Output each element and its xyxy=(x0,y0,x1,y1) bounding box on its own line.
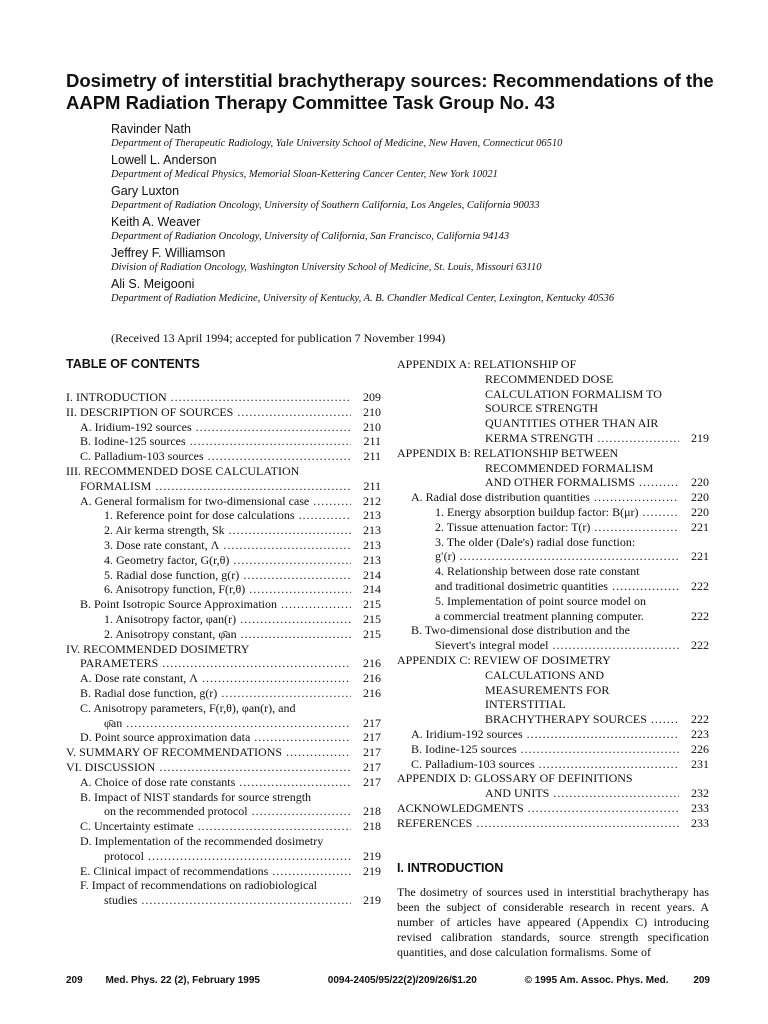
toc-list-right xyxy=(397,357,709,831)
toc-entry-text: φ̄an ..... xyxy=(104,716,351,731)
footer-journal: Med. Phys. 22 (2), February 1995 xyxy=(105,975,260,986)
author-block xyxy=(111,277,711,305)
toc-entry xyxy=(66,745,381,760)
toc-list-left xyxy=(66,390,381,908)
toc-entry-page: 231 xyxy=(691,756,709,771)
toc-entry-text: B. Point Isotropic Source Approximation ..... xyxy=(80,597,351,612)
toc-entry-text: D. Point source approximation data ..... xyxy=(80,730,351,745)
toc-entry-page: 217 xyxy=(363,745,381,760)
toc-entry-text: g′(r) ..... xyxy=(435,549,679,564)
toc-entry-page: 211 xyxy=(363,449,381,464)
toc-entry-text: APPENDIX C: REVIEW OF DOSIMETRY xyxy=(397,652,611,667)
toc-entry xyxy=(66,730,381,745)
toc-entry-text: QUANTITIES OTHER THAN AIR xyxy=(485,416,659,431)
toc-entry xyxy=(66,686,381,701)
toc-entry-text: Sievert's integral model ..... xyxy=(435,638,679,653)
toc-entry-page: 219 xyxy=(363,848,381,863)
toc-entry-text: SOURCE STRENGTH xyxy=(485,401,599,416)
toc-entry-text: B. Iodine-125 sources ..... xyxy=(80,434,351,449)
toc-entry xyxy=(66,819,381,834)
toc-entry-text: KERMA STRENGTH ..... xyxy=(485,431,679,446)
footer-copyright: © 1995 Am. Assoc. Phys. Med. xyxy=(524,975,669,986)
toc-entry-page: 212 xyxy=(363,493,381,508)
toc-entry xyxy=(397,771,709,786)
toc-entry xyxy=(66,627,381,642)
toc-entry xyxy=(397,786,709,801)
toc-entry-page: 217 xyxy=(363,730,381,745)
author-affiliation: Department of Therapeutic Radiology, Yale University School of Medicine, New Haven, Connecticut 06510 xyxy=(111,138,563,149)
toc-entry xyxy=(397,668,709,683)
toc-entry-text: AND OTHER FORMALISMS ..... xyxy=(485,475,679,490)
toc-entry xyxy=(66,716,381,731)
toc-entry-text: 4. Geometry factor, G(r,θ) ..... xyxy=(104,553,351,568)
toc-entry xyxy=(66,464,381,479)
toc-entry-text: A. Iridium-192 sources ..... xyxy=(80,420,351,435)
toc-entry xyxy=(397,416,709,431)
toc-entry xyxy=(66,612,381,627)
toc-entry-text: E. Clinical impact of recommendations ..... xyxy=(80,864,351,879)
toc-entry xyxy=(397,697,709,712)
toc-entry xyxy=(66,834,381,849)
toc-entry xyxy=(397,549,709,564)
toc-entry-page: 219 xyxy=(363,863,381,878)
toc-entry xyxy=(66,760,381,775)
toc-entry-page: 213 xyxy=(363,523,381,538)
toc-entry-page: 218 xyxy=(363,804,381,819)
received-dates: (Received 13 April 1994; accepted for publication 7 November 1994) xyxy=(111,331,446,345)
toc-entry-text: and traditional dosimetric quantities ..... xyxy=(435,579,679,594)
toc-entry-page: 216 xyxy=(363,656,381,671)
toc-entry xyxy=(66,449,381,464)
toc-entry xyxy=(397,801,709,816)
toc-entry xyxy=(397,742,709,757)
toc-entry-text: 1. Anisotropy factor, φan(r) ..... xyxy=(104,612,351,627)
author-name: Ali S. Meigooni xyxy=(111,277,195,291)
toc-entry-page: 222 xyxy=(691,578,709,593)
left-column xyxy=(66,357,381,908)
toc-entry-page: 220 xyxy=(691,475,709,490)
author-name: Jeffrey F. Williamson xyxy=(111,246,226,260)
toc-entry xyxy=(66,582,381,597)
toc-entry xyxy=(397,446,709,461)
toc-entry-page: 222 xyxy=(691,608,709,623)
toc-entry-text: A. Radial dose distribution quantities ..... xyxy=(411,490,679,505)
toc-entry-page: 221 xyxy=(691,519,709,534)
toc-entry-page: 233 xyxy=(691,800,709,815)
author-affiliation: Department of Radiation Medicine, University of Kentucky, A. B. Chandler Medical Center, Lexington, Kentucky 40536 xyxy=(111,293,615,304)
toc-entry xyxy=(66,790,381,805)
toc-entry-page: 222 xyxy=(691,638,709,653)
toc-entry-text: APPENDIX B: RELATIONSHIP BETWEEN xyxy=(397,445,619,460)
toc-entry-page: 233 xyxy=(691,815,709,830)
toc-entry xyxy=(66,390,381,405)
toc-entry-page: 213 xyxy=(363,508,381,523)
author-name: Keith A. Weaver xyxy=(111,215,201,229)
toc-entry xyxy=(397,623,709,638)
toc-entry-page: 211 xyxy=(363,434,381,449)
author-block xyxy=(111,215,711,243)
toc-entry xyxy=(66,420,381,435)
toc-entry-text: BRACHYTHERAPY SOURCES ..... xyxy=(485,712,679,727)
toc-entry-page: 217 xyxy=(363,715,381,730)
toc-entry-text: B. Radial dose function, g(r) ..... xyxy=(80,686,351,701)
toc-entry-page: 220 xyxy=(691,504,709,519)
section-heading: I. INTRODUCTION xyxy=(397,860,504,875)
toc-entry-text: B. Two-dimensional dose distribution and the xyxy=(411,623,630,638)
toc-entry-text: 2. Air kerma strength, Sk ..... xyxy=(104,523,351,538)
toc-entry xyxy=(66,642,381,657)
toc-entry xyxy=(66,804,381,819)
paper-title: Dosimetry of interstitial brachytherapy sources: Recommendations of the AAPM Radiation Therapy Committee Task Group No. 43 xyxy=(66,70,714,113)
toc-entry-text: 3. The older (Dale's) radial dose function: xyxy=(435,534,636,549)
toc-entry-page: 226 xyxy=(691,741,709,756)
toc-entry-text: 2. Anisotropy constant, φ̄an ..... xyxy=(104,627,351,642)
toc-entry xyxy=(397,609,709,624)
toc-entry-page: 219 xyxy=(363,893,381,908)
toc-entry-text: FORMALISM ..... xyxy=(80,479,351,494)
toc-entry-text: ACKNOWLEDGMENTS ..... xyxy=(397,801,679,816)
toc-entry-page: 210 xyxy=(363,419,381,434)
toc-entry-page: 222 xyxy=(691,712,709,727)
toc-entry xyxy=(397,653,709,668)
author-block xyxy=(111,246,711,274)
toc-entry xyxy=(66,878,381,893)
toc-entry-text: AND UNITS ..... xyxy=(485,786,679,801)
toc-entry-text: C. Anisotropy parameters, F(r,θ), φan(r), and xyxy=(80,700,296,715)
toc-entry xyxy=(397,757,709,772)
toc-entry xyxy=(397,490,709,505)
toc-entry xyxy=(397,520,709,535)
author-block xyxy=(111,122,711,150)
toc-entry-text: APPENDIX A: RELATIONSHIP OF xyxy=(397,357,577,371)
toc-entry xyxy=(397,372,709,387)
toc-entry-text: A. Dose rate constant, Λ ..... xyxy=(80,671,351,686)
toc-entry-page: 232 xyxy=(691,786,709,801)
toc-entry-page: 219 xyxy=(691,430,709,445)
toc-entry xyxy=(397,683,709,698)
toc-entry-text: D. Implementation of the recommended dosimetry xyxy=(80,833,324,848)
author-block xyxy=(111,153,711,181)
toc-entry xyxy=(397,535,709,550)
toc-entry xyxy=(66,508,381,523)
toc-entry xyxy=(66,893,381,908)
toc-entry xyxy=(66,523,381,538)
toc-entry-text: 5. Radial dose function, g(r) ..... xyxy=(104,568,351,583)
toc-entry-page: 214 xyxy=(363,567,381,582)
toc-entry xyxy=(397,564,709,579)
toc-entry xyxy=(66,864,381,879)
toc-entry-page: 209 xyxy=(363,390,381,404)
toc-entry-text: 6. Anisotropy function, F(r,θ) ..... xyxy=(104,582,351,597)
toc-entry xyxy=(397,816,709,831)
toc-entry-text: studies ..... xyxy=(104,893,351,908)
toc-entry-page: 217 xyxy=(363,759,381,774)
author-block xyxy=(111,184,711,212)
toc-entry xyxy=(66,701,381,716)
author-affiliation: Department of Medical Physics, Memorial Sloan-Kettering Cancer Center, New York 10021 xyxy=(111,169,498,180)
toc-entry-page: 210 xyxy=(363,404,381,419)
toc-entry-text: F. Impact of recommendations on radiobiological xyxy=(80,878,317,893)
page-footer xyxy=(66,975,710,986)
toc-entry-page: 215 xyxy=(363,626,381,641)
toc-entry-page: 213 xyxy=(363,552,381,567)
toc-entry xyxy=(66,775,381,790)
author-list xyxy=(111,122,711,308)
toc-entry-text: REFERENCES ..... xyxy=(397,816,679,831)
toc-entry xyxy=(397,712,709,727)
toc-entry xyxy=(397,594,709,609)
intro-paragraph: The dosimetry of sources used in interstitial brachytherapy has been the subject of considerable research in recent years. A number of articles have appeared (Appendix C) introducing revised calibration standards, source strength specification quantities, and dose calculation formalisms. Some of xyxy=(397,884,709,960)
toc-entry-page: 216 xyxy=(363,685,381,700)
toc-entry xyxy=(66,671,381,686)
toc-entry-text: VI. DISCUSSION ..... xyxy=(66,760,351,775)
toc-entry xyxy=(66,538,381,553)
toc-entry-page: 215 xyxy=(363,611,381,626)
toc-entry-text: 4. Relationship between dose rate constant xyxy=(435,564,640,579)
toc-entry-text: B. Impact of NIST standards for source strength xyxy=(80,789,312,804)
toc-entry-text: 1. Energy absorption buildup factor: B(μr) ..... xyxy=(435,505,679,520)
toc-entry-text: 3. Dose rate constant, Λ ..... xyxy=(104,538,351,553)
toc-entry-text: on the recommended protocol ..... xyxy=(104,804,351,819)
toc-entry-page: 213 xyxy=(363,537,381,552)
toc-entry xyxy=(397,387,709,402)
toc-entry-text: INTERSTITIAL xyxy=(485,697,566,712)
toc-entry-page: 217 xyxy=(363,774,381,789)
toc-entry-text: RECOMMENDED FORMALISM xyxy=(485,460,654,475)
toc-entry-text: 1. Reference point for dose calculations ..... xyxy=(104,508,351,523)
toc-entry xyxy=(397,357,709,372)
toc-entry-text: III. RECOMMENDED DOSE CALCULATION xyxy=(66,463,300,478)
toc-entry xyxy=(66,568,381,583)
toc-entry-page: 214 xyxy=(363,582,381,597)
toc-entry xyxy=(66,494,381,509)
toc-entry-text: A. General formalism for two-dimensional case ..... xyxy=(80,494,351,509)
toc-entry xyxy=(66,405,381,420)
toc-entry-text: I. INTRODUCTION ..... xyxy=(66,390,351,405)
toc-entry-text: 2. Tissue attenuation factor: T(r) ..... xyxy=(435,520,679,535)
footer-page-number: 209 xyxy=(66,975,83,986)
toc-entry-page: 216 xyxy=(363,671,381,686)
toc-entry xyxy=(397,638,709,653)
toc-entry-page: 221 xyxy=(691,549,709,564)
toc-entry-page: 218 xyxy=(363,819,381,834)
author-name: Gary Luxton xyxy=(111,184,180,198)
toc-entry-page: 211 xyxy=(363,478,381,493)
toc-entry-text: MEASUREMENTS FOR xyxy=(485,682,610,697)
toc-entry xyxy=(397,505,709,520)
toc-entry xyxy=(66,553,381,568)
toc-title: TABLE OF CONTENTS xyxy=(66,357,200,371)
author-affiliation: Department of Radiation Oncology, University of California, San Francisco, California 94143 xyxy=(111,231,510,242)
right-column xyxy=(397,357,709,961)
toc-entry xyxy=(66,849,381,864)
toc-entry xyxy=(66,656,381,671)
toc-entry-text: protocol ..... xyxy=(104,849,351,864)
toc-entry xyxy=(397,401,709,416)
toc-entry xyxy=(397,727,709,742)
toc-entry xyxy=(66,479,381,494)
toc-entry xyxy=(66,434,381,449)
toc-entry-page: 223 xyxy=(691,726,709,741)
toc-entry-page: 220 xyxy=(691,490,709,505)
toc-entry-text: APPENDIX D: GLOSSARY OF DEFINITIONS xyxy=(397,771,633,786)
toc-entry-text: 5. Implementation of point source model on xyxy=(435,593,646,608)
author-name: Ravinder Nath xyxy=(111,122,191,136)
toc-entry-text: CALCULATIONS AND xyxy=(485,667,605,682)
toc-entry xyxy=(397,431,709,446)
toc-entry-text: A. Iridium-192 sources ..... xyxy=(411,727,679,742)
toc-entry-text: C. Uncertainty estimate ..... xyxy=(80,819,351,834)
footer-page-number: 209 xyxy=(693,975,710,986)
author-affiliation: Division of Radiation Oncology, Washington University School of Medicine, St. Louis, Missouri 63110 xyxy=(111,262,542,273)
footer-code: 0094-2405/95/22(2)/209/26/$1.20 xyxy=(327,975,477,986)
toc-entry-text: V. SUMMARY OF RECOMMENDATIONS ..... xyxy=(66,745,351,760)
toc-entry-text: PARAMETERS ..... xyxy=(80,656,351,671)
toc-entry xyxy=(397,475,709,490)
toc-entry xyxy=(66,597,381,612)
toc-entry-text: IV. RECOMMENDED DOSIMETRY xyxy=(66,641,250,656)
toc-entry-text: B. Iodine-125 sources ..... xyxy=(411,742,679,757)
author-name: Lowell L. Anderson xyxy=(111,153,217,167)
toc-entry xyxy=(397,461,709,476)
toc-entry-text: CALCULATION FORMALISM TO xyxy=(485,386,662,401)
toc-entry-text: a commercial treatment planning computer. xyxy=(435,608,644,623)
toc-entry-text: RECOMMENDED DOSE xyxy=(485,371,614,386)
toc-entry-page: 215 xyxy=(363,597,381,612)
author-affiliation: Department of Radiation Oncology, University of Southern California, Los Angeles, California 90033 xyxy=(111,200,540,211)
toc-entry-text: C. Palladium-103 sources ..... xyxy=(411,757,679,772)
toc-entry xyxy=(397,579,709,594)
toc-entry-text: C. Palladium-103 sources ..... xyxy=(80,449,351,464)
toc-entry-text: II. DESCRIPTION OF SOURCES ..... xyxy=(66,405,351,420)
toc-entry-text: A. Choice of dose rate constants ..... xyxy=(80,775,351,790)
